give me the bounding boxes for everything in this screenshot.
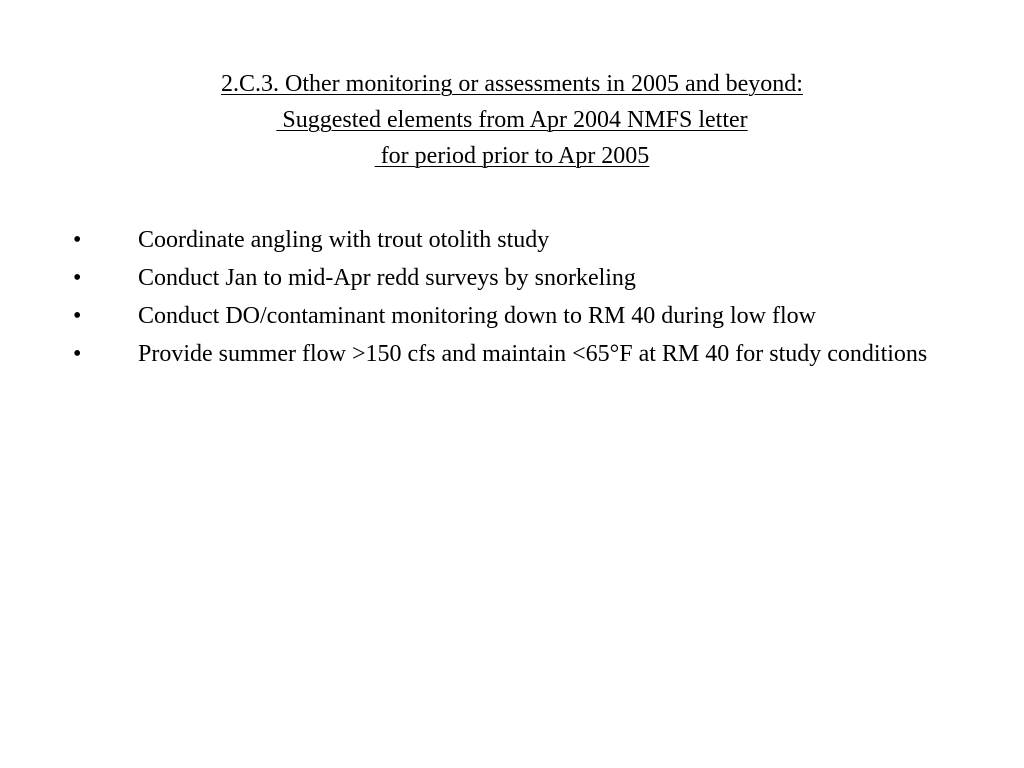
slide-title [0,66,1024,174]
bullet-list [0,225,1024,377]
title-line-3 [0,138,1024,174]
bullet-item [0,263,1024,294]
title-line-1 [0,66,1024,102]
title-line-2 [0,102,1024,138]
bullet-text: Conduct Jan to mid-Apr redd surveys by snorkeling [138,265,636,291]
bullet-item [0,225,1024,256]
bullet-item [0,301,1024,332]
bullet-text: Coordinate angling with trout otolith study [138,227,550,253]
title-line-2-text: Suggested elements from Apr 2004 NMFS letter [276,107,748,133]
bullet-icon: • [73,265,82,291]
bullet-icon: • [73,303,82,329]
bullet-text: Provide summer flow >150 cfs and maintain <65°F at RM 40 for study conditions [138,341,928,367]
bullet-text: Conduct DO/contaminant monitoring down to RM 40 during low flow [138,303,816,329]
bullet-icon: • [73,227,82,253]
title-line-3-text: for period prior to Apr 2005 [374,143,650,169]
bullet-item [0,339,1024,370]
title-line-1-text: 2.C.3. Other monitoring or assessments in 2005 and beyond: [221,71,803,97]
bullet-icon: • [73,341,82,367]
